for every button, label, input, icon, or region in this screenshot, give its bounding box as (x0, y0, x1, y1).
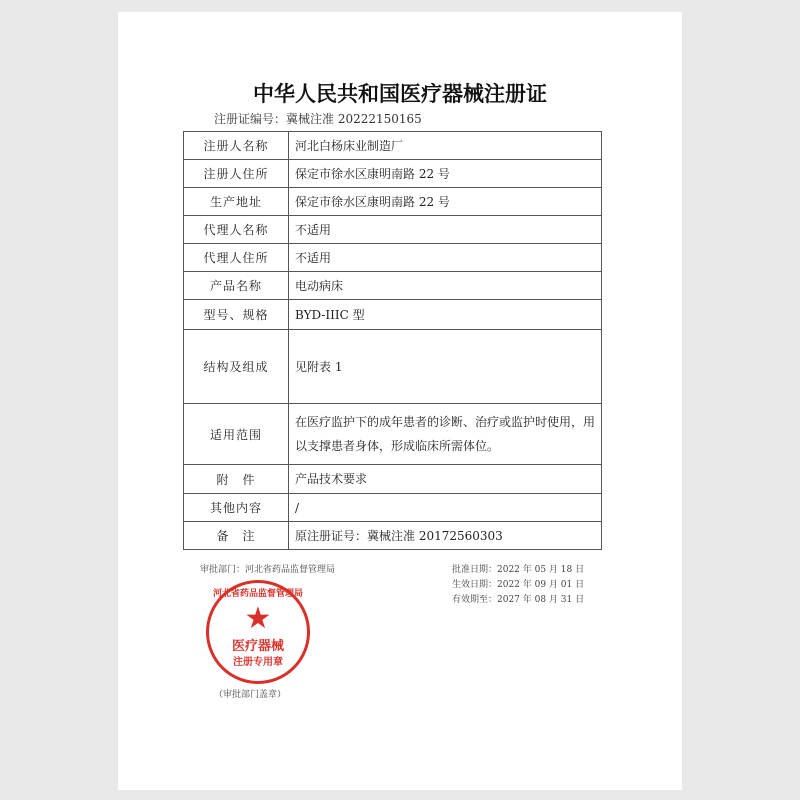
row-label: 备 注 (184, 522, 289, 550)
row-value: 原注册证号：冀械注准 20172560303 (289, 522, 602, 550)
row-label: 代理人名称 (184, 216, 289, 244)
row-value: 电动病床 (289, 272, 602, 300)
table-row (184, 160, 602, 188)
document-title: 中华人民共和国医疗器械注册证 (253, 82, 547, 106)
row-value: 在医疗监护下的成年患者的诊断、治疗或监护时使用，用以支撑患者身体，形成临床所需体位。 (289, 404, 602, 465)
registration-table (183, 131, 602, 550)
table-row (184, 404, 602, 465)
row-value: 产品技术要求 (289, 465, 602, 494)
row-value: 见附表 1 (289, 330, 602, 404)
table-row (184, 132, 602, 160)
approval-date: 批准日期：2022 年 05 月 18 日 (452, 565, 585, 575)
row-value: 不适用 (289, 216, 602, 244)
row-label: 注册人名称 (184, 132, 289, 160)
table-row (184, 188, 602, 216)
row-label: 适用范围 (184, 404, 289, 465)
row-label: 生产地址 (184, 188, 289, 216)
official-seal (206, 580, 310, 684)
table-row (184, 272, 602, 300)
row-label: 产品名称 (184, 272, 289, 300)
row-label: 注册人住所 (184, 160, 289, 188)
registration-number: 注册证编号：冀械注准 20222150165 (214, 112, 422, 126)
table-row (184, 494, 602, 522)
star-icon: ★ (244, 601, 272, 636)
table-row (184, 216, 602, 244)
row-value: 保定市徐水区康明南路 22 号 (289, 188, 602, 216)
row-label: 型号、规格 (184, 300, 289, 330)
seal-line2: 注册专用章 (233, 657, 283, 668)
row-label: 结构及组成 (184, 330, 289, 404)
row-value: 不适用 (289, 244, 602, 272)
effective-date: 生效日期：2022 年 09 月 01 日 (452, 580, 585, 590)
seal-line1: 医疗器械 (231, 639, 284, 654)
table-row (184, 465, 602, 494)
row-value: 河北白杨床业制造厂 (289, 132, 602, 160)
row-label: 附 件 (184, 465, 289, 494)
approval-department: 审批部门：河北省药品监督管理局 (200, 565, 336, 575)
table-row (184, 244, 602, 272)
row-value: / (289, 494, 602, 522)
row-label: 其他内容 (184, 494, 289, 522)
expiry-date: 有效期至：2027 年 08 月 31 日 (452, 595, 585, 605)
seal-ring-text: 河北省药品监督管理局 (212, 589, 303, 599)
table-row (184, 522, 602, 550)
table-row (184, 330, 602, 404)
table-row (184, 300, 602, 330)
row-label: 代理人住所 (184, 244, 289, 272)
row-value: BYD-IIIC 型 (289, 300, 602, 330)
seal-note: （审批部门盖章） (214, 690, 287, 700)
row-value: 保定市徐水区康明南路 22 号 (289, 160, 602, 188)
